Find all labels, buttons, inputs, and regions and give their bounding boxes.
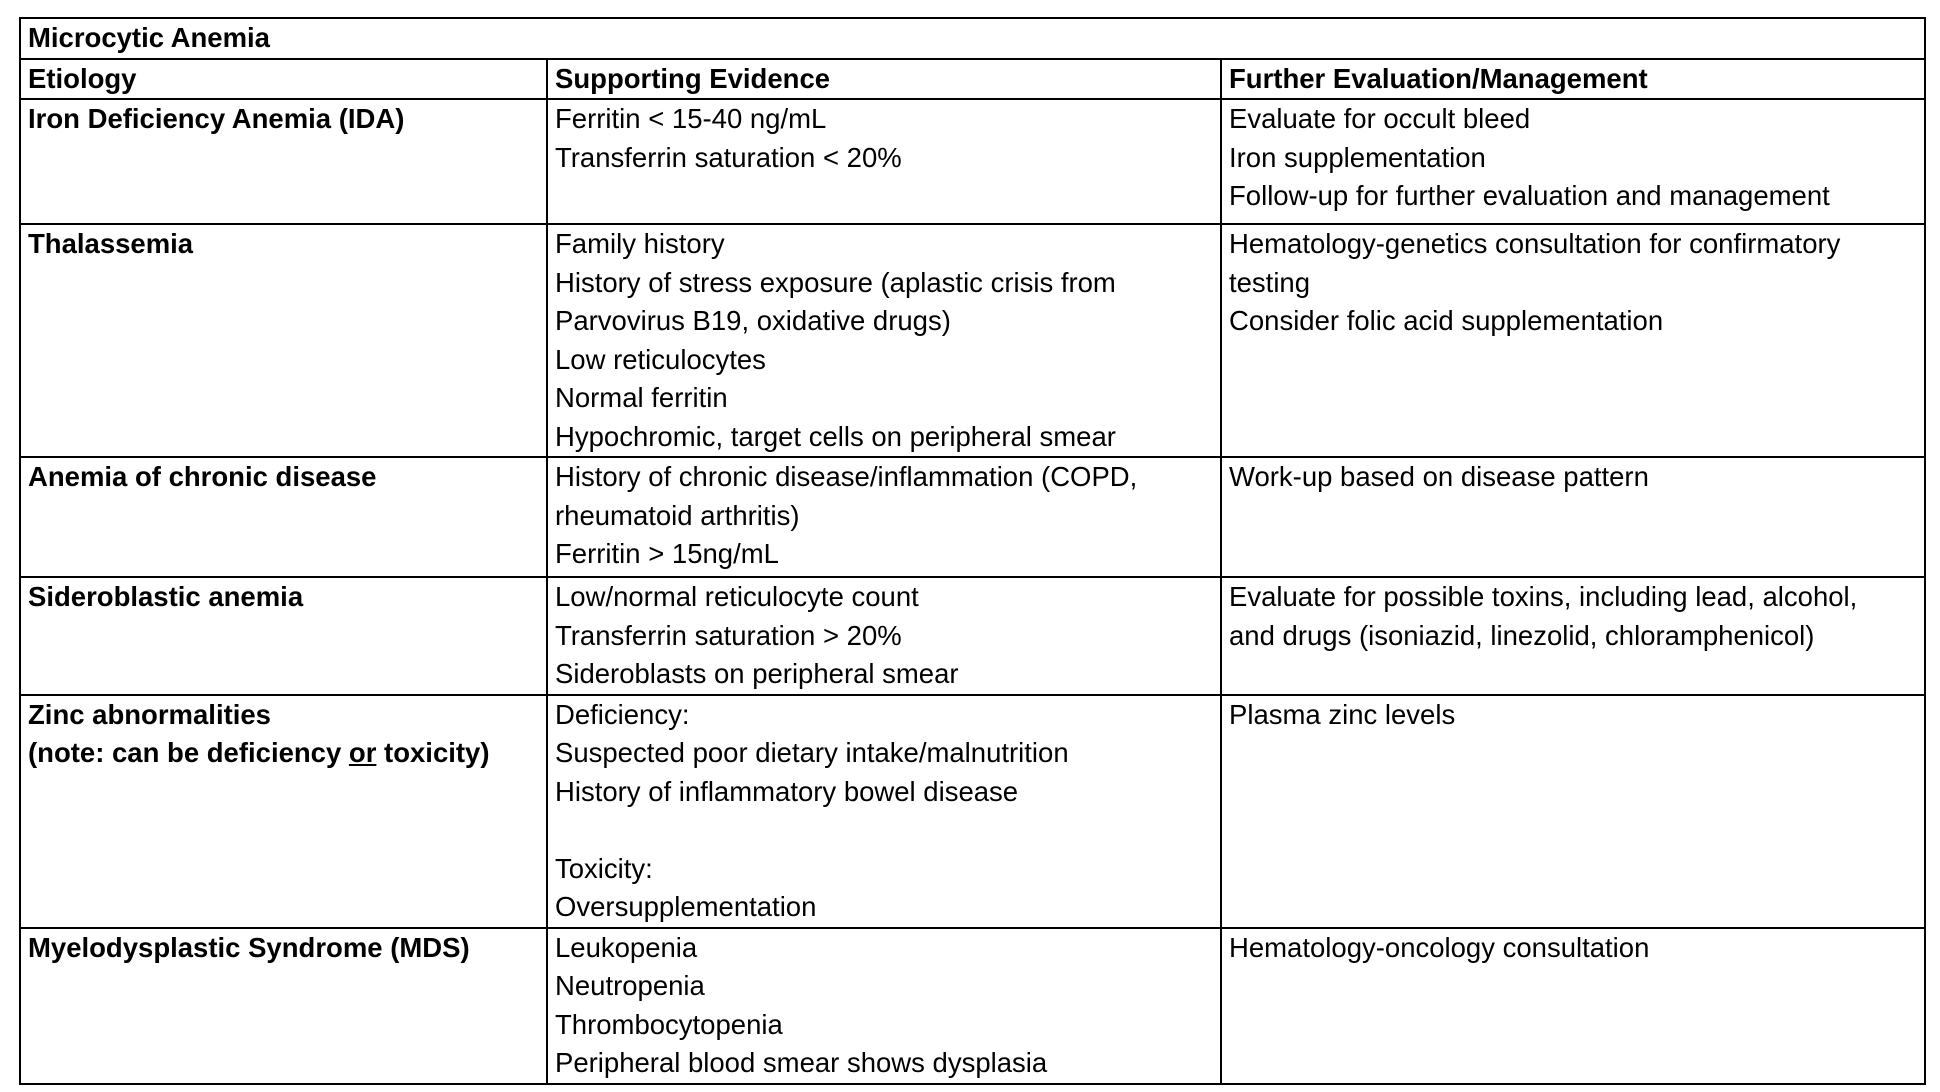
etiology-cell bbox=[20, 224, 547, 457]
table-row bbox=[20, 577, 1925, 695]
management-cell bbox=[1221, 695, 1925, 928]
management-cell bbox=[1221, 577, 1925, 695]
header-supporting-evidence: Supporting Evidence bbox=[547, 59, 1221, 100]
evidence-line: Family history bbox=[555, 228, 725, 259]
etiology-text: Sideroblastic anemia bbox=[28, 581, 304, 612]
evidence-cell bbox=[547, 577, 1221, 695]
management-line: Evaluate for occult bleed bbox=[1229, 103, 1531, 134]
etiology-text: Thalassemia bbox=[28, 228, 194, 259]
table-header-row bbox=[20, 59, 1925, 100]
evidence-line: Toxicity: bbox=[555, 852, 653, 884]
table-row bbox=[20, 99, 1925, 224]
etiology-text: Anemia of chronic disease bbox=[28, 461, 377, 492]
evidence-line: Suspected poor dietary intake/malnutrition bbox=[555, 737, 1069, 768]
evidence-line: Peripheral blood smear shows dysplasia bbox=[555, 1047, 1048, 1078]
table-row bbox=[20, 457, 1925, 577]
header-etiology: Etiology bbox=[20, 59, 547, 100]
table-row bbox=[20, 695, 1925, 928]
table-row bbox=[20, 224, 1925, 457]
evidence-line: Transferrin saturation > 20% bbox=[555, 619, 902, 651]
evidence-line: Low/normal reticulocyte count bbox=[555, 581, 919, 612]
evidence-line: Ferritin > 15ng/mL bbox=[555, 538, 779, 569]
evidence-blank-line bbox=[555, 811, 1213, 850]
evidence-line: Oversupplementation bbox=[555, 891, 817, 922]
management-line: testing bbox=[1229, 266, 1311, 298]
evidence-line: Neutropenia bbox=[555, 970, 705, 1001]
etiology-note-after: toxicity) bbox=[376, 737, 490, 768]
evidence-line: rheumatoid arthritis) bbox=[555, 499, 800, 531]
evidence-cell bbox=[547, 695, 1221, 928]
management-cell bbox=[1221, 99, 1925, 224]
microcytic-anemia-table bbox=[19, 17, 1926, 1085]
etiology-cell bbox=[20, 99, 547, 224]
etiology-cell bbox=[20, 457, 547, 577]
evidence-line: Sideroblasts on peripheral smear bbox=[555, 658, 959, 689]
evidence-cell bbox=[547, 99, 1221, 224]
evidence-line: Leukopenia bbox=[555, 931, 698, 963]
management-line: Hematology-genetics consultation for confirmatory bbox=[1229, 228, 1841, 259]
evidence-line: Thrombocytopenia bbox=[555, 1008, 783, 1040]
etiology-text: Iron Deficiency Anemia (IDA) bbox=[28, 103, 405, 134]
evidence-cell bbox=[547, 457, 1221, 577]
evidence-line: Deficiency: bbox=[555, 698, 690, 730]
etiology-note-before: (note: can be deficiency bbox=[28, 737, 349, 768]
management-line: Iron supplementation bbox=[1229, 141, 1486, 173]
management-line: Follow-up for further evaluation and management bbox=[1229, 180, 1830, 211]
etiology-note bbox=[28, 734, 539, 773]
etiology-text: Zinc abnormalities bbox=[28, 698, 271, 730]
management-line: Plasma zinc levels bbox=[1229, 698, 1456, 730]
management-line: Hematology-oncology consultation bbox=[1229, 931, 1650, 963]
management-cell bbox=[1221, 224, 1925, 457]
management-cell bbox=[1221, 457, 1925, 577]
management-cell bbox=[1221, 928, 1925, 1084]
table-title-row bbox=[20, 18, 1925, 59]
management-line: Work-up based on disease pattern bbox=[1229, 461, 1649, 492]
table-title: Microcytic Anemia bbox=[20, 18, 1925, 59]
evidence-line: History of inflammatory bowel disease bbox=[555, 775, 1019, 807]
evidence-line: Normal ferritin bbox=[555, 382, 728, 413]
evidence-line: Low reticulocytes bbox=[555, 343, 766, 375]
table-row bbox=[20, 928, 1925, 1084]
management-line: Consider folic acid supplementation bbox=[1229, 305, 1664, 336]
management-line: Evaluate for possible toxins, including lead, alcohol, bbox=[1229, 581, 1858, 612]
evidence-line: History of stress exposure (aplastic crisis from bbox=[555, 266, 1116, 298]
management-line: and drugs (isoniazid, linezolid, chloramphenicol) bbox=[1229, 619, 1815, 651]
header-further-evaluation: Further Evaluation/Management bbox=[1221, 59, 1925, 100]
etiology-note-underlined: or bbox=[348, 737, 377, 768]
etiology-cell bbox=[20, 695, 547, 928]
evidence-cell bbox=[547, 928, 1221, 1084]
evidence-line: Transferrin saturation < 20% bbox=[555, 141, 902, 173]
evidence-line: Parvovirus B19, oxidative drugs) bbox=[555, 305, 951, 336]
evidence-cell bbox=[547, 224, 1221, 457]
etiology-cell bbox=[20, 577, 547, 695]
evidence-line: Ferritin < 15-40 ng/mL bbox=[555, 103, 827, 134]
evidence-line: History of chronic disease/inflammation (COPD, bbox=[555, 461, 1138, 492]
evidence-line: Hypochromic, target cells on peripheral smear bbox=[555, 420, 1116, 452]
etiology-cell bbox=[20, 928, 547, 1084]
etiology-text: Myelodysplastic Syndrome (MDS) bbox=[28, 931, 470, 963]
